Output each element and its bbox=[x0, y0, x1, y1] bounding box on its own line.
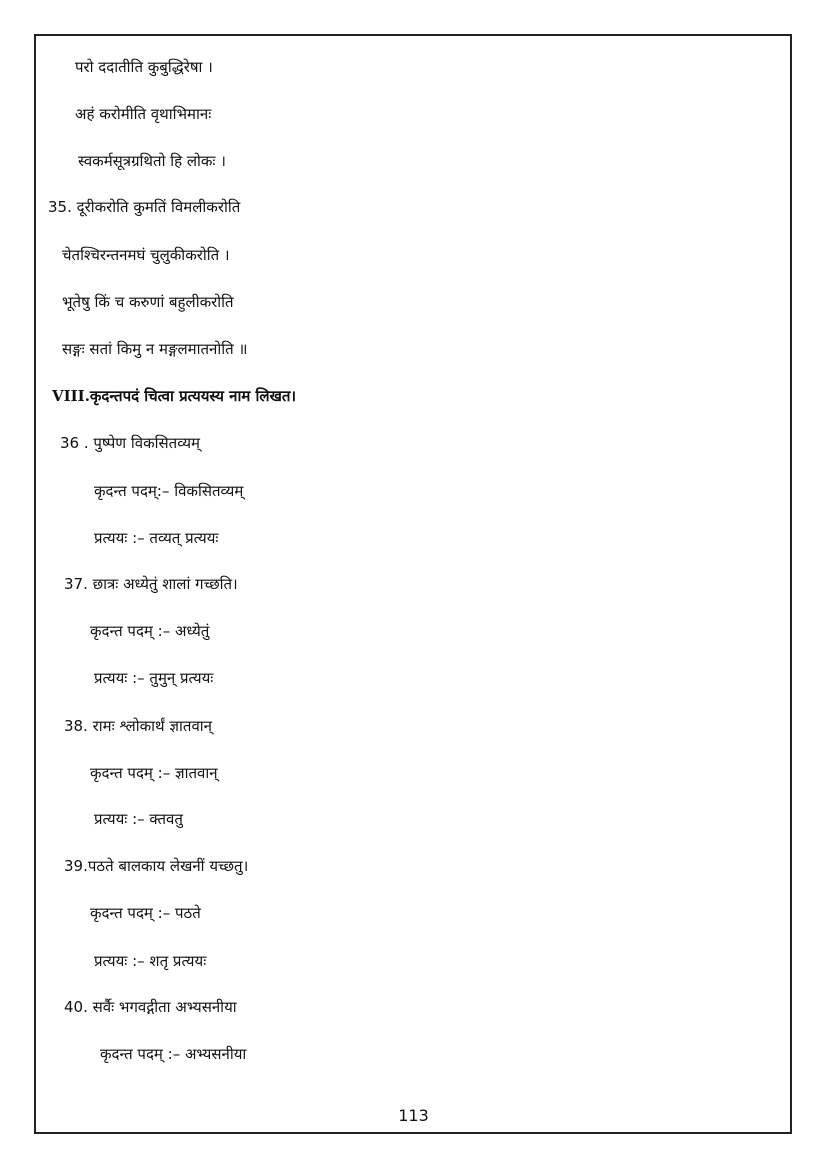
answer-line: प्रत्ययः :– तुमुन् प्रत्ययः bbox=[94, 669, 214, 687]
question-35: 35. दूरीकरोति कुमतिं विमलीकरोति bbox=[48, 198, 241, 216]
question-37: 37. छात्रः अध्येतुं शालां गच्छति। bbox=[64, 575, 238, 593]
question-38: 38. रामः श्लोकार्थं ज्ञातवान् bbox=[64, 717, 213, 735]
answer-line: प्रत्ययः :– क्तवतु bbox=[94, 810, 183, 828]
answer-line: कृदन्त पदम् :– ज्ञातवान् bbox=[90, 764, 218, 782]
answer-line: प्रत्ययः :– तव्यत् प्रत्ययः bbox=[94, 529, 219, 547]
verse-line: भूतेषु किं च करुणां बहुलीकरोति bbox=[62, 293, 234, 311]
verse-line: सङ्गः सतां किमु न मङ्गलमातनोति ॥ bbox=[62, 340, 248, 358]
verse-line: चेतश्चिरन्तनमघं चुलुकीकरोति । bbox=[62, 246, 230, 264]
verse-line: स्वकर्मसूत्रग्रथितो हि लोकः । bbox=[78, 152, 226, 170]
question-36: 36 . पुष्पेण विकसितव्यम् bbox=[60, 434, 200, 452]
page-number: 113 bbox=[398, 1106, 429, 1125]
answer-line: कृदन्त पदम्:– विकसितव्यम् bbox=[94, 482, 244, 500]
answer-line: कृदन्त पदम् :– पठते bbox=[90, 904, 201, 922]
verse-line: अहं करोमीति वृथाभिमानः bbox=[75, 105, 212, 123]
verse-line: परो ददातीति कुबुद्धिरेषा । bbox=[75, 58, 213, 76]
answer-line: कृदन्त पदम् :– अभ्यसनीया bbox=[100, 1045, 247, 1063]
question-40: 40. सर्वैः भगवद्गीता अभ्यसनीया bbox=[64, 998, 237, 1016]
answer-line: कृदन्त पदम् :– अध्येतुं bbox=[90, 622, 210, 640]
answer-line: प्रत्ययः :– शतृ प्रत्ययः bbox=[94, 952, 207, 970]
section-heading: VIII.कृदन्तपदं चित्वा प्रत्ययस्य नाम लिखत। bbox=[52, 387, 297, 405]
question-39: 39.पठते बालकाय लेखनीं यच्छतु। bbox=[64, 857, 249, 875]
